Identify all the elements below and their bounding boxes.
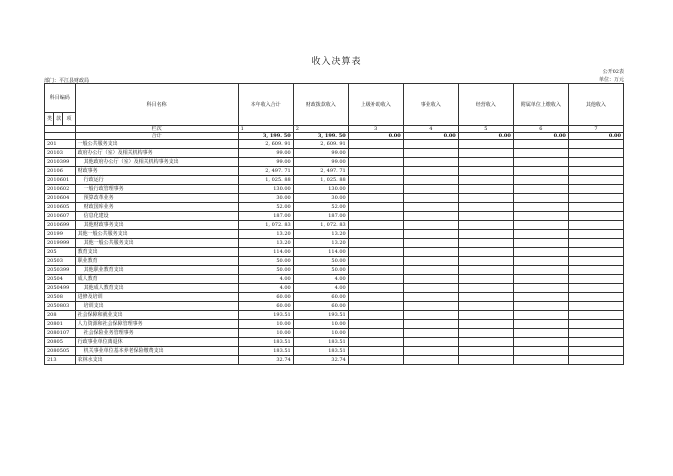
other-income <box>568 176 623 185</box>
header-name: 科目名称 <box>75 84 238 126</box>
superior-income <box>348 194 403 203</box>
affiliated-income <box>513 149 568 158</box>
table-row <box>45 140 624 149</box>
affiliated-income <box>513 338 568 347</box>
table-row <box>45 149 624 158</box>
fiscal-income: 50.00 <box>293 257 348 266</box>
operating-income <box>458 176 513 185</box>
account-name: 职业教育 <box>75 257 238 266</box>
business-income <box>403 167 458 176</box>
account-name: 社会保障和就业支出 <box>75 311 238 320</box>
business-income <box>403 275 458 284</box>
superior-income <box>348 239 403 248</box>
table-row <box>45 311 624 320</box>
business-income <box>403 311 458 320</box>
fiscal-income: 30.00 <box>293 194 348 203</box>
table-row <box>45 167 624 176</box>
table-row <box>45 338 624 347</box>
fiscal-income: 2, 609. 91 <box>293 140 348 149</box>
operating-income <box>458 149 513 158</box>
business-income <box>403 329 458 338</box>
account-code: 20504 <box>45 275 76 284</box>
total-income: 50.00 <box>238 257 293 266</box>
total-income: 187.00 <box>238 212 293 221</box>
other-income <box>568 230 623 239</box>
total-income: 4.00 <box>238 284 293 293</box>
account-code: 20508 <box>45 293 76 302</box>
operating-income <box>458 239 513 248</box>
account-code: 2010605 <box>45 203 76 212</box>
table-row <box>45 356 624 365</box>
superior-income <box>348 284 403 293</box>
income-table <box>44 83 624 365</box>
total-income: 183.51 <box>238 338 293 347</box>
business-income <box>403 194 458 203</box>
account-code: 2010602 <box>45 185 76 194</box>
operating-income <box>458 167 513 176</box>
total-income: 52.00 <box>238 203 293 212</box>
operating-income <box>458 293 513 302</box>
account-name: 财政事务 <box>75 167 238 176</box>
superior-income <box>348 329 403 338</box>
superior-income <box>348 320 403 329</box>
total-income: 114.00 <box>238 248 293 257</box>
fiscal-income: 13.20 <box>293 239 348 248</box>
account-code: 2010607 <box>45 212 76 221</box>
total-income: 60.00 <box>238 293 293 302</box>
table-row <box>45 203 624 212</box>
business-income <box>403 203 458 212</box>
fiscal-income: 193.51 <box>293 311 348 320</box>
account-name: 机关事业单位基本养老保险缴费支出 <box>75 347 238 356</box>
total-label: 合计 <box>75 133 238 140</box>
fiscal-income: 10.00 <box>293 320 348 329</box>
other-income <box>568 149 623 158</box>
other-income <box>568 194 623 203</box>
account-code: 2010604 <box>45 194 76 203</box>
business-income <box>403 239 458 248</box>
superior-income <box>348 176 403 185</box>
affiliated-income <box>513 356 568 365</box>
total-income: 10.00 <box>238 329 293 338</box>
affiliated-income <box>513 266 568 275</box>
other-income <box>568 293 623 302</box>
account-code: 20103 <box>45 149 76 158</box>
other-income <box>568 203 623 212</box>
total-value: 0.00 <box>568 133 623 140</box>
superior-income <box>348 275 403 284</box>
account-code: 2050399 <box>45 266 76 275</box>
table-row <box>45 347 624 356</box>
fiscal-income: 183.51 <box>293 338 348 347</box>
fiscal-income: 183.51 <box>293 347 348 356</box>
operating-income <box>458 212 513 221</box>
business-income <box>403 149 458 158</box>
account-code: 2080505 <box>45 347 76 356</box>
superior-income <box>348 221 403 230</box>
account-name: 其他政府办公厅（室）及相关机构事务支出 <box>75 158 238 167</box>
table-row <box>45 275 624 284</box>
total-income: 130.00 <box>238 185 293 194</box>
affiliated-income <box>513 329 568 338</box>
account-code: 20801 <box>45 320 76 329</box>
table-row <box>45 284 624 293</box>
table-row <box>45 293 624 302</box>
total-income: 32.74 <box>238 356 293 365</box>
affiliated-income <box>513 275 568 284</box>
account-name: 培训支出 <box>75 302 238 311</box>
affiliated-income <box>513 320 568 329</box>
business-income <box>403 302 458 311</box>
superior-income <box>348 347 403 356</box>
operating-income <box>458 194 513 203</box>
fiscal-income: 1, 072. 83 <box>293 221 348 230</box>
account-code: 2050499 <box>45 284 76 293</box>
operating-income <box>458 140 513 149</box>
index-col: 3 <box>348 126 403 133</box>
other-income <box>568 257 623 266</box>
affiliated-income <box>513 311 568 320</box>
other-income <box>568 302 623 311</box>
business-income <box>403 356 458 365</box>
fiscal-income: 13.20 <box>293 230 348 239</box>
affiliated-income <box>513 203 568 212</box>
table-row <box>45 257 624 266</box>
account-name: 成人教育 <box>75 275 238 284</box>
account-name: 其他一般公共服务支出 <box>75 230 238 239</box>
superior-income <box>348 302 403 311</box>
total-value: 0.00 <box>403 133 458 140</box>
other-income <box>568 338 623 347</box>
superior-income <box>348 158 403 167</box>
superior-income <box>348 356 403 365</box>
affiliated-income <box>513 194 568 203</box>
total-income: 1, 072. 83 <box>238 221 293 230</box>
other-income <box>568 275 623 284</box>
business-income <box>403 248 458 257</box>
affiliated-income <box>513 167 568 176</box>
operating-income <box>458 347 513 356</box>
operating-income <box>458 338 513 347</box>
header-other: 其他收入 <box>568 84 623 126</box>
operating-income <box>458 230 513 239</box>
table-row <box>45 194 624 203</box>
account-name: 行政运行 <box>75 176 238 185</box>
account-code: 2019999 <box>45 239 76 248</box>
affiliated-income <box>513 221 568 230</box>
business-income <box>403 176 458 185</box>
affiliated-income <box>513 176 568 185</box>
fiscal-income: 60.00 <box>293 302 348 311</box>
other-income <box>568 221 623 230</box>
index-col: 5 <box>458 126 513 133</box>
account-code: 2010601 <box>45 176 76 185</box>
total-value: 0.00 <box>458 133 513 140</box>
account-name: 人力资源和社会保障管理事务 <box>75 320 238 329</box>
account-name: 行政事业单位离退休 <box>75 338 238 347</box>
business-income <box>403 320 458 329</box>
account-code: 2010699 <box>45 221 76 230</box>
header-operating: 经营收入 <box>458 84 513 126</box>
affiliated-income <box>513 158 568 167</box>
table-row <box>45 248 624 257</box>
header-lei: 类 <box>45 113 54 126</box>
affiliated-income <box>513 284 568 293</box>
total-value: 0.00 <box>348 133 403 140</box>
index-col: 1 <box>238 126 293 133</box>
total-income: 193.51 <box>238 311 293 320</box>
affiliated-income <box>513 347 568 356</box>
total-income: 1, 025. 88 <box>238 176 293 185</box>
header-total: 本年收入合计 <box>238 84 293 126</box>
total-income: 60.00 <box>238 302 293 311</box>
total-income: 10.00 <box>238 320 293 329</box>
header-superior: 上级补助收入 <box>348 84 403 126</box>
superior-income <box>348 185 403 194</box>
account-code: 20106 <box>45 167 76 176</box>
account-name: 信息化建设 <box>75 212 238 221</box>
fiscal-income: 60.00 <box>293 293 348 302</box>
other-income <box>568 167 623 176</box>
account-code: 20503 <box>45 257 76 266</box>
other-income <box>568 356 623 365</box>
superior-income <box>348 293 403 302</box>
business-income <box>403 347 458 356</box>
account-name: 其他成人教育支出 <box>75 284 238 293</box>
unit-label: 单位：万元 <box>598 77 624 83</box>
fiscal-income: 187.00 <box>293 212 348 221</box>
account-name: 预算改革业务 <box>75 194 238 203</box>
total-income: 2, 497. 71 <box>238 167 293 176</box>
superior-income <box>348 311 403 320</box>
other-income <box>568 320 623 329</box>
department-label: 部门：平江县财政局 <box>44 78 90 84</box>
index-col: 7 <box>568 126 623 133</box>
header-business: 事业收入 <box>403 84 458 126</box>
account-name: 教育支出 <box>75 248 238 257</box>
fiscal-income: 99.00 <box>293 158 348 167</box>
operating-income <box>458 221 513 230</box>
index-col: 2 <box>293 126 348 133</box>
fiscal-income: 130.00 <box>293 185 348 194</box>
account-name: 社会保险业务管理事务 <box>75 329 238 338</box>
fiscal-income: 99.00 <box>293 149 348 158</box>
other-income <box>568 140 623 149</box>
operating-income <box>458 266 513 275</box>
total-value: 3, 199. 50 <box>238 133 293 140</box>
account-code: 20805 <box>45 338 76 347</box>
affiliated-income <box>513 293 568 302</box>
total-income: 13.20 <box>238 239 293 248</box>
operating-income <box>458 275 513 284</box>
account-name: 其他一般公共服务支出 <box>75 239 238 248</box>
table-row <box>45 329 624 338</box>
operating-income <box>458 158 513 167</box>
other-income <box>568 248 623 257</box>
business-income <box>403 212 458 221</box>
table-row <box>45 221 624 230</box>
total-income: 99.00 <box>238 158 293 167</box>
superior-income <box>348 167 403 176</box>
affiliated-income <box>513 248 568 257</box>
business-income <box>403 140 458 149</box>
total-income: 30.00 <box>238 194 293 203</box>
table-row <box>45 239 624 248</box>
account-code: 2050803 <box>45 302 76 311</box>
other-income <box>568 239 623 248</box>
header-affiliated: 附属单位上缴收入 <box>513 84 568 126</box>
account-name: 农林水支出 <box>75 356 238 365</box>
table-row <box>45 176 624 185</box>
account-name: 其他财政事务支出 <box>75 221 238 230</box>
other-income <box>568 185 623 194</box>
superior-income <box>348 266 403 275</box>
table-row <box>45 320 624 329</box>
account-name: 财政国库业务 <box>75 203 238 212</box>
other-income <box>568 329 623 338</box>
account-name: 一般行政管理事务 <box>75 185 238 194</box>
operating-income <box>458 329 513 338</box>
other-income <box>568 311 623 320</box>
account-code: 201 <box>45 140 76 149</box>
operating-income <box>458 311 513 320</box>
total-value: 3, 199. 50 <box>293 133 348 140</box>
table-row <box>45 185 624 194</box>
operating-income <box>458 284 513 293</box>
table-row <box>45 266 624 275</box>
affiliated-income <box>513 185 568 194</box>
business-income <box>403 257 458 266</box>
affiliated-income <box>513 302 568 311</box>
fiscal-income: 10.00 <box>293 329 348 338</box>
account-code: 213 <box>45 356 76 365</box>
business-income <box>403 293 458 302</box>
affiliated-income <box>513 212 568 221</box>
fiscal-income: 2, 497. 71 <box>293 167 348 176</box>
index-col: 4 <box>403 126 458 133</box>
business-income <box>403 185 458 194</box>
superior-income <box>348 203 403 212</box>
superior-income <box>348 338 403 347</box>
operating-income <box>458 203 513 212</box>
fiscal-income: 114.00 <box>293 248 348 257</box>
affiliated-income <box>513 230 568 239</box>
superior-income <box>348 230 403 239</box>
fiscal-income: 32.74 <box>293 356 348 365</box>
table-row <box>45 302 624 311</box>
report-title: 收入决算表 <box>311 57 362 67</box>
header-fiscal: 财政拨款收入 <box>293 84 348 126</box>
header-code: 科目编码 <box>45 84 76 113</box>
other-income <box>568 347 623 356</box>
index-col: 6 <box>513 126 568 133</box>
superior-income <box>348 248 403 257</box>
table-row <box>45 212 624 221</box>
superior-income <box>348 149 403 158</box>
form-code: 公开02表 <box>602 69 624 75</box>
superior-income <box>348 140 403 149</box>
fiscal-income: 50.00 <box>293 266 348 275</box>
account-code: 2010399 <box>45 158 76 167</box>
total-income: 183.51 <box>238 347 293 356</box>
account-name: 政府办公厅（室）及相关机构事务 <box>75 149 238 158</box>
total-value: 0.00 <box>513 133 568 140</box>
other-income <box>568 212 623 221</box>
business-income <box>403 230 458 239</box>
header-kuan: 款 <box>54 113 63 126</box>
total-income: 13.20 <box>238 230 293 239</box>
other-income <box>568 158 623 167</box>
account-code: 205 <box>45 248 76 257</box>
business-income <box>403 266 458 275</box>
business-income <box>403 221 458 230</box>
account-name: 其他职业教育支出 <box>75 266 238 275</box>
table-row <box>45 230 624 239</box>
operating-income <box>458 257 513 266</box>
operating-income <box>458 185 513 194</box>
business-income <box>403 284 458 293</box>
operating-income <box>458 248 513 257</box>
fiscal-income: 1, 025. 88 <box>293 176 348 185</box>
total-income: 99.00 <box>238 149 293 158</box>
affiliated-income <box>513 239 568 248</box>
affiliated-income <box>513 257 568 266</box>
operating-income <box>458 320 513 329</box>
fiscal-income: 4.00 <box>293 275 348 284</box>
fiscal-income: 4.00 <box>293 284 348 293</box>
account-code: 2080107 <box>45 329 76 338</box>
account-code: 20199 <box>45 230 76 239</box>
account-code: 208 <box>45 311 76 320</box>
table-row <box>45 158 624 167</box>
total-income: 2, 609. 91 <box>238 140 293 149</box>
operating-income <box>458 356 513 365</box>
other-income <box>568 266 623 275</box>
index-label: 栏次 <box>75 126 238 133</box>
business-income <box>403 158 458 167</box>
header-xiang: 项 <box>63 113 75 126</box>
account-name: 进修及培训 <box>75 293 238 302</box>
account-name: 一般公共服务支出 <box>75 140 238 149</box>
superior-income <box>348 212 403 221</box>
superior-income <box>348 257 403 266</box>
business-income <box>403 338 458 347</box>
total-income: 4.00 <box>238 275 293 284</box>
total-income: 50.00 <box>238 266 293 275</box>
operating-income <box>458 302 513 311</box>
fiscal-income: 52.00 <box>293 203 348 212</box>
affiliated-income <box>513 140 568 149</box>
other-income <box>568 284 623 293</box>
